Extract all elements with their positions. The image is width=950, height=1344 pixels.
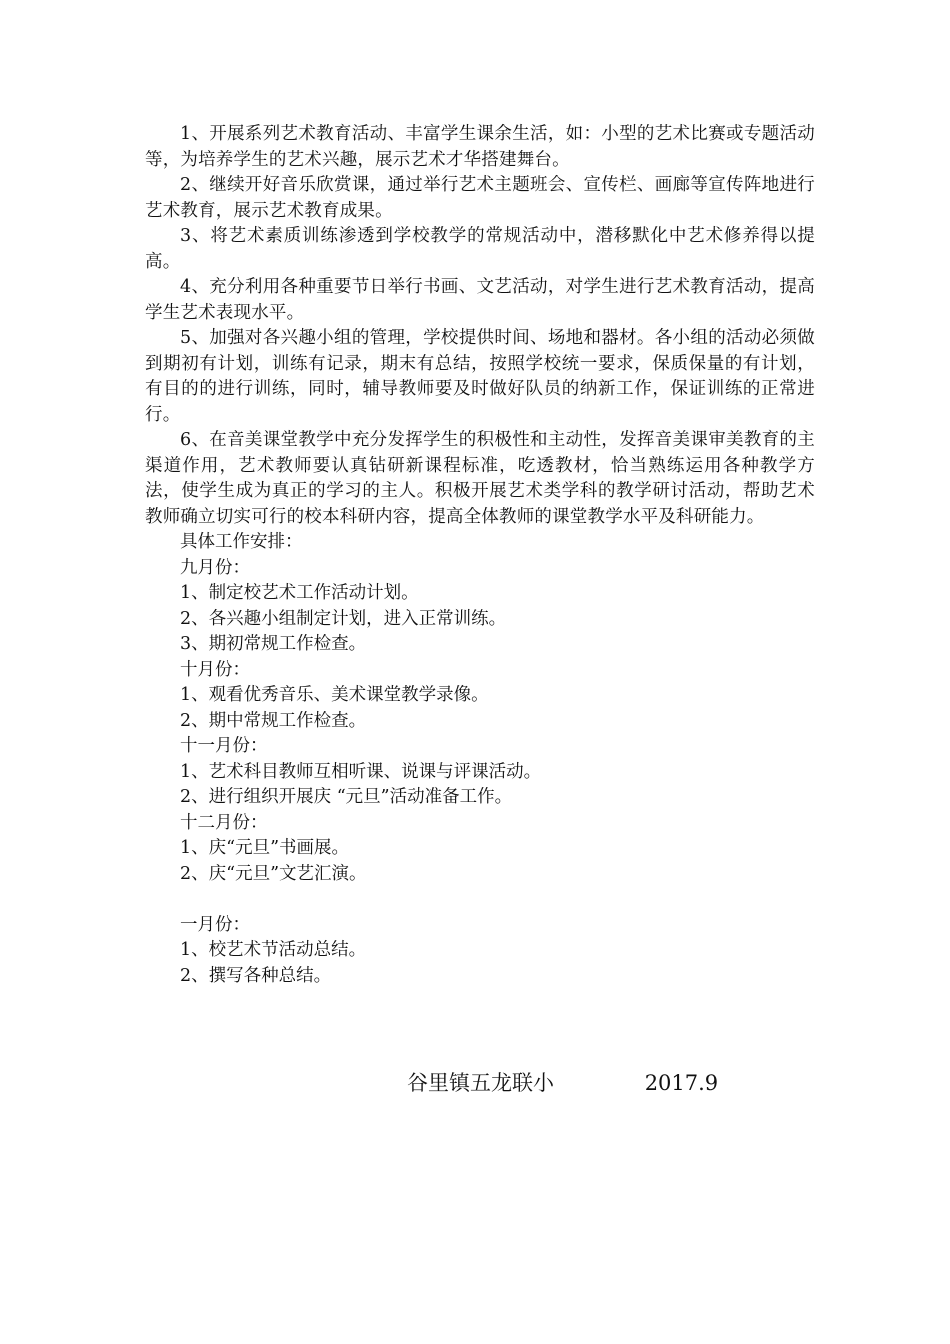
schedule-item: 1、艺术科目教师互相听课、说课与评课活动。 [180,761,542,782]
month-heading-october: 十月份： [180,659,250,680]
month-heading-november: 十一月份： [180,736,268,756]
paragraph-3: 3、将艺术素质训练渗透到学校教学的常规活动中，潜移默化中艺术修养得以提高。 [145,226,815,272]
paragraph-1: 1、开展系列艺术教育活动、丰富学生课余生活，如：小型的艺术比赛或专题活动等，为培养学生的艺术兴趣，展示艺术才华搭建舞台。 [145,124,815,170]
schedule-item: 1、观看优秀音乐、美术课堂教学录像。 [180,685,489,705]
month-heading-december: 十二月份： [180,812,268,833]
month-heading-january: 一月份： [180,914,250,935]
schedule-item: 1、校艺术节活动总结。 [180,940,367,960]
schedule-item: 2、撰写各种总结。 [180,965,332,986]
document-body [145,122,815,989]
schedule-item: 3、期初常规工作检查。 [180,634,367,654]
blank-line [145,887,815,913]
paragraph-4: 4、充分利用各种重要节日举行书画、文艺活动，对学生进行艺术教育活动，提高学生艺术表现水平。 [145,277,815,323]
paragraph-2: 2、继续开好音乐欣赏课，通过举行艺术主题班会、宣传栏、画廊等宣传阵地进行艺术教育，展示艺术教育成果。 [145,175,815,221]
schedule-item: 1、庆“元旦”书画展。 [180,838,350,858]
schedule-item: 2、进行组织开展庆 “元旦”活动准备工作。 [180,787,513,807]
paragraph-5: 5、加强对各兴趣小组的管理，学校提供时间、场地和器材。各小组的活动必须做到期初有计划，训练有记录，期末有总结，按照学校统一要求，保质保量的有计划，有目的的进行训练，同时，辅导教师要及时做好队员的纳新工作，保证训练的正常进行。 [145,328,815,425]
signature-organization: 谷里镇五龙联小 [407,1071,554,1095]
schedule-item: 2、各兴趣小组制定计划，进入正常训练。 [180,608,507,629]
paragraph-6: 6、在音美课堂教学中充分发挥学生的积极性和主动性，发挥音美课审美教育的主渠道作用，艺术教师要认真钻研新课程标准，吃透教材，恰当熟练运用各种教学方法，使学生成为真正的学习的主人。积极开展艺术类学科的教学研讨活动，帮助艺术教师确立切实可行的校本科研内容，提高全体教师的课堂教学水平及科研能力。 [145,430,815,527]
schedule-item: 1、制定校艺术工作活动计划。 [180,583,419,603]
signature-date: 2017.9 [644,1071,719,1095]
month-heading-september: 九月份： [180,557,250,578]
signature-block [407,1068,718,1098]
schedule-item: 2、期中常规工作检查。 [180,710,367,731]
schedule-heading: 具体工作安排： [180,532,303,552]
schedule-item: 2、庆“元旦”文艺汇演。 [180,863,367,884]
